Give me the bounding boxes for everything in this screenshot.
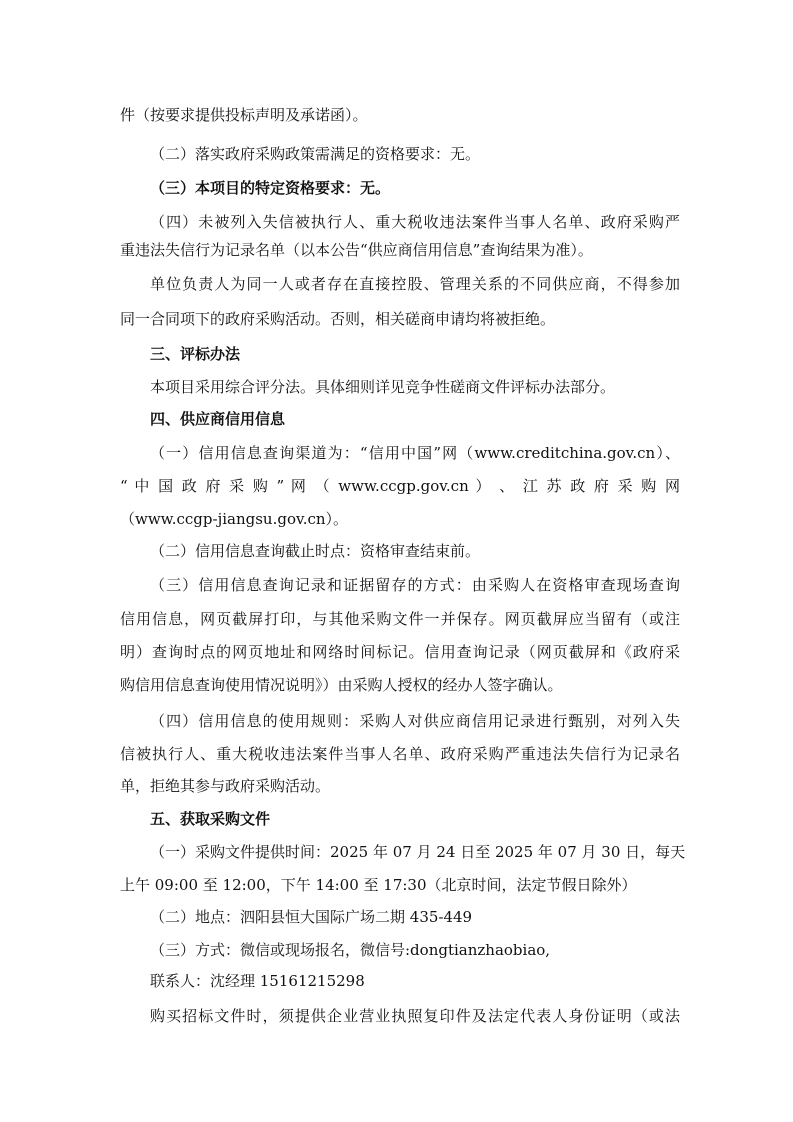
text-line: （四）未被列入失信被执行人、重大税收违法案件当事人名单、政府采购严 [150, 213, 680, 231]
text-line: （二）地点：泗阳县恒大国际广场二期 435-449 [150, 908, 473, 926]
text-line: 购买招标文件时，须提供企业营业执照复印件及法定代表人身份证明（或法 [150, 1007, 680, 1025]
text-line: 本项目采用综合评分法。具体细则详见竞争性磋商文件评标办法部分。 [150, 378, 616, 396]
text-line: （二）落实政府采购政策需满足的资格要求：无。 [150, 145, 481, 163]
text-line: （二）信用信息查询截止时点：资格审查结束前。 [150, 542, 481, 560]
text-line: （三）方式：微信或现场报名，微信号:dongtianzhaobiao, [150, 941, 551, 959]
text-line: 购信用信息查询使用情况说明》）由采购人授权的经办人签字确认。 [120, 676, 563, 694]
text-line: （四）信用信息的使用规则：采购人对供应商信用记录进行甄别，对列入失 [150, 712, 680, 730]
text-line: 件（按要求提供投标声明及承诺函）。 [120, 106, 368, 124]
text-line: 上午 09:00 至 12:00，下午 14:00 至 17:30（北京时间，法定节假日除外） [120, 876, 637, 894]
text-line: 同一合同项下的政府采购活动。否则，相关磋商申请均将被拒绝。 [120, 310, 556, 328]
text-line: 信用信息，网页截屏打印，与其他采购文件一并保存。网页截屏应当留有（或注 [120, 610, 680, 628]
text-line: （三）信用信息查询记录和证据留存的方式：由采购人在资格审查现场查询 [150, 576, 680, 594]
subheading-line: （三）本项目的特定资格要求：无。 [150, 179, 391, 197]
text-line: 单位负责人为同一人或者存在直接控股、管理关系的不同供应商，不得参加 [150, 275, 680, 293]
text-line: 信被执行人、重大税收违法案件当事人名单、政府采购严重违法失信行为记录名 [120, 745, 680, 763]
text-line: 单，拒绝其参与政府采购活动。 [120, 777, 331, 795]
text-line: “ 中 国 政 府 采 购 ” 网 （ www.ccgp.gov.cn ） 、 江 苏 政 府 采 购 网 [120, 477, 680, 495]
section-heading: 四、供应商信用信息 [150, 410, 286, 428]
text-line: 明）查询时点的网页地址和网络时间标记。信用查询记录（网页截屏和《政府采 [120, 643, 680, 661]
text-line: （一）信用信息查询渠道为：“信用中国”网（www.creditchina.gov.cn）、 [150, 444, 680, 462]
text-line: 重违法失信行为记录名单（以本公告“供应商信用信息”查询结果为准）。 [120, 241, 593, 259]
section-heading: 三、评标办法 [150, 345, 241, 363]
section-heading: 五、获取采购文件 [150, 810, 271, 828]
text-line: （一）采购文件提供时间：2025 年 07 月 24 日至 2025 年 07 月 30 日，每天 [150, 843, 686, 861]
text-line: （www.ccgp-jiangsu.gov.cn）。 [120, 510, 349, 528]
text-line: 联系人：沈经理 15161215298 [150, 972, 365, 990]
